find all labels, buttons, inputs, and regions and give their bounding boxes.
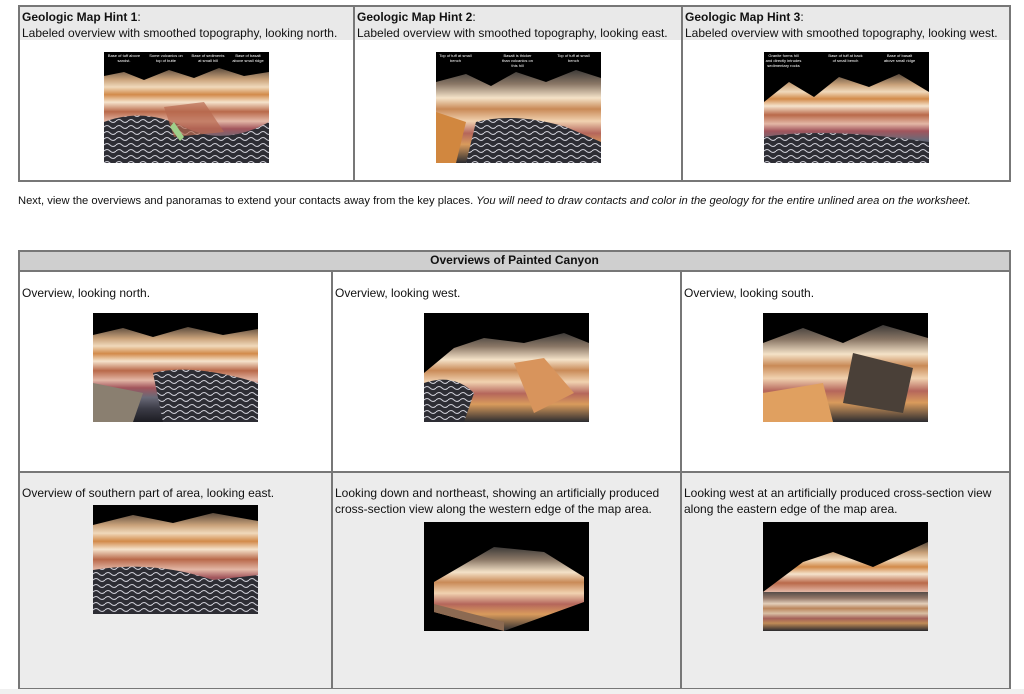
hint-caption: Labeled overview with smoothed topography, looking north.: [22, 26, 338, 40]
hint-label: Granite forms hill and directly intrudes sedimentary rocks: [765, 53, 802, 68]
overview-label: Overview, looking south.: [684, 285, 815, 300]
instructions-italic: You will need to draw contacts and color in the geology for the entire unlined area on the worksheet.: [476, 195, 971, 207]
overview-label: Overview, looking west.: [335, 285, 461, 300]
hint-cell-1: [19, 6, 354, 181]
hint-label: Base of basalt above small ridge: [883, 53, 916, 63]
overview-image[interactable]: [424, 522, 589, 631]
hint-label: Basalt is thicker than volcanics on this hill: [502, 53, 533, 68]
hint-label: Some volcanics on top of butte: [149, 53, 183, 63]
hint-table: [18, 5, 1011, 182]
overview-cell: [681, 472, 1010, 689]
overview-cell: [332, 472, 681, 689]
instructions-text: [18, 194, 1018, 208]
overview-cell: [19, 271, 332, 473]
hint-label: Base of tuff above sandst.: [107, 53, 141, 63]
hint-title: Geologic Map Hint 1: [22, 10, 138, 24]
hint-label: Base of basalt above small ridge: [232, 53, 264, 63]
overview-cell: [681, 271, 1010, 473]
overview-cell: [19, 472, 332, 689]
hint-title: Geologic Map Hint 3: [685, 10, 801, 24]
overview-cell: [332, 271, 681, 473]
hint-cell-2: [354, 6, 682, 181]
hint-image-2[interactable]: [436, 52, 601, 163]
hint-header-2: Geologic Map Hint 2: Labeled overview with smoothed topography, looking east.: [355, 7, 681, 40]
hint-label: Top of tuff at small bench: [439, 53, 472, 63]
hint-label: Base of tuff at back of small bench: [828, 53, 863, 63]
overview-image[interactable]: [763, 522, 928, 631]
hint-header-3: Geologic Map Hint 3: Labeled overview with smoothed topography, looking west.: [683, 7, 1009, 40]
hint-title: Geologic Map Hint 2: [357, 10, 473, 24]
overview-label: Overview, looking north.: [22, 285, 151, 300]
overviews-title: Overviews of Painted Canyon: [19, 251, 1010, 271]
overview-image[interactable]: [93, 505, 258, 614]
overview-label: Looking west at an artificially produced cross-section view along the eastern edge of the map area.: [684, 486, 992, 517]
hint-header-1: Geologic Map Hint 1: Labeled overview with smoothed topography, looking north.: [20, 7, 353, 40]
overview-image[interactable]: [93, 313, 258, 422]
hint-label: Top of tuff at small bench: [557, 53, 590, 63]
hint-caption: Labeled overview with smoothed topography, looking east.: [357, 26, 668, 40]
hint-cell-3: [682, 6, 1010, 181]
overviews-table: [18, 250, 1011, 690]
overview-label: Overview of southern part of area, looking east.: [22, 486, 275, 501]
hint-label: Base of sediments at small hill: [191, 53, 225, 63]
overview-label: Looking down and northeast, showing an artificially produced cross-section view along the western edge of the map area.: [335, 486, 660, 517]
overview-image[interactable]: [763, 313, 928, 422]
hint-caption: Labeled overview with smoothed topography, looking west.: [685, 26, 998, 40]
instructions-plain: Next, view the overviews and panoramas to extend your contacts away from the key places.: [18, 195, 474, 207]
hint-image-1[interactable]: [104, 52, 269, 163]
overview-image[interactable]: [424, 313, 589, 422]
hint-image-3[interactable]: [764, 52, 929, 163]
